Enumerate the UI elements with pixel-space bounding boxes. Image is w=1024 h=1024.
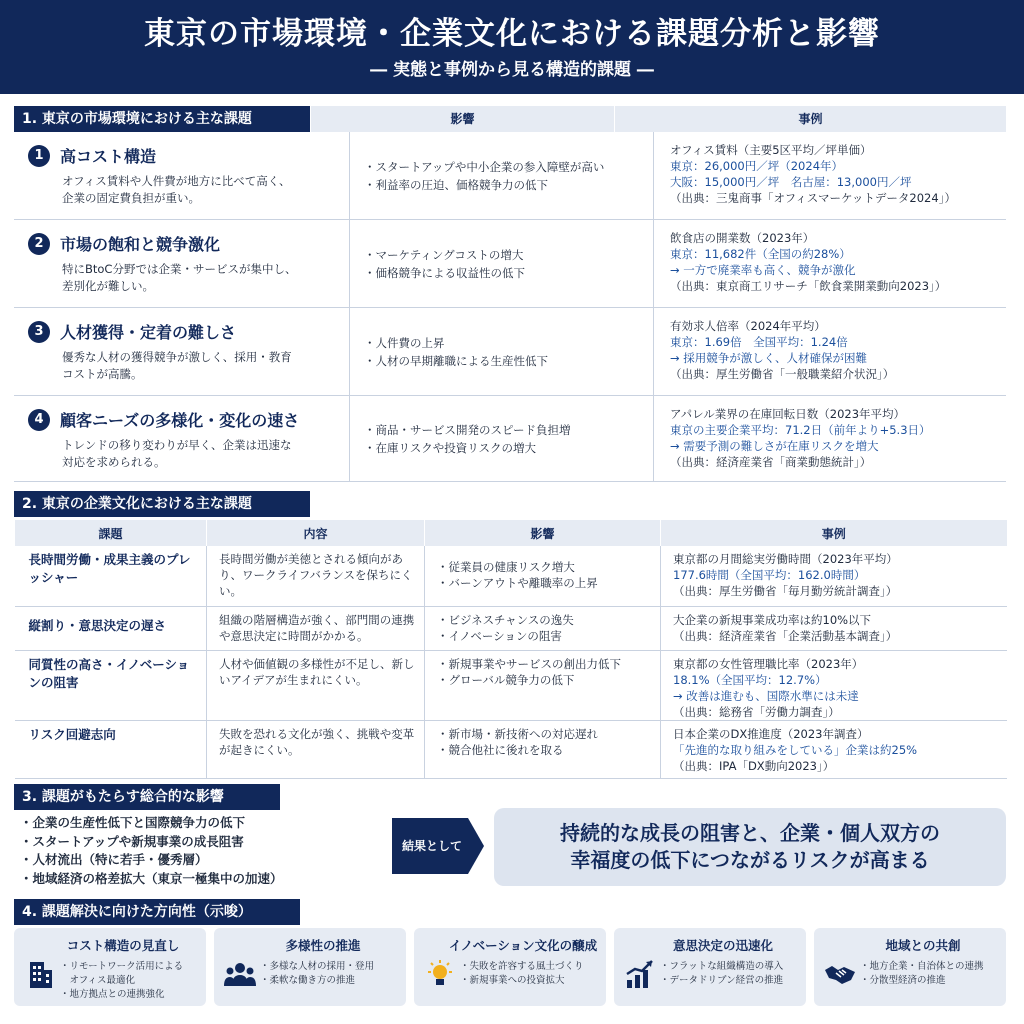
issue-row	[14, 308, 1006, 396]
example-line: → 採用競争が激しく、人材確保が困難	[670, 351, 868, 365]
example-line: 東京都の女性管理職比率（2023年）	[673, 656, 864, 671]
task-cell: 縦割り・意思決定の遅さ	[15, 606, 207, 650]
card-list	[460, 960, 602, 988]
impact-cell	[425, 546, 661, 606]
example-line: 東京：1.69倍 全国平均：1.24倍	[670, 335, 848, 349]
example-cell	[661, 720, 1007, 778]
issue-description-line: オフィス賃料や人件費が地方に比べて高く、	[62, 174, 291, 188]
example-line: 東京の主要企業平均：71.2日（前年より+5.3日）	[670, 423, 931, 437]
impact-cell	[425, 606, 661, 650]
task-cell: 長時間労働・成果主義のプレッシャー	[15, 546, 207, 606]
list-item: ・データドリブン経営の推進	[660, 975, 784, 986]
example-source: （出典：厚生労働省「一般職業紹介状況」）	[670, 367, 895, 381]
issue-number-badge: 2	[28, 233, 50, 255]
example-cell	[654, 220, 1006, 307]
example-line: 大企業の新規事業成功率は約10%以下	[673, 612, 872, 627]
section1-header-row	[310, 106, 1006, 132]
issue-row	[14, 396, 1006, 482]
impact-cell	[350, 396, 654, 481]
issue-description-line: トレンドの移り変わりが早く、企業は迅速な	[62, 438, 292, 452]
impact-item: ・競合他社に後れを取る	[437, 742, 564, 757]
card-list	[60, 960, 202, 1002]
issue-description-line: 企業の固定費負担が重い。	[62, 191, 200, 205]
example-line: 「先進的な取り組みをしている」企業は約25%	[673, 742, 918, 757]
section2-title: 2. 東京の企業文化における主な課題	[14, 491, 310, 517]
list-item: ・フラットな組織構造の導入	[660, 961, 784, 972]
example-line: 有効求人倍率（2024年平均）	[670, 319, 826, 333]
solution-card-region	[814, 928, 1006, 1006]
section4-title: 4. 課題解決に向けた方向性（示唆）	[14, 899, 300, 925]
lightbulb-icon	[424, 958, 456, 990]
issue-description-line: コストが高騰。	[62, 367, 143, 381]
issue-cell	[14, 220, 350, 307]
card-list	[660, 960, 802, 988]
issue-cell	[14, 132, 350, 219]
list-item: ・地域経済の格差拡大（東京一極集中の加速）	[20, 870, 283, 886]
table-row	[15, 650, 1007, 720]
example-source: （出典：東京商工リサーチ「飲食業開業動向2023」）	[670, 279, 947, 293]
list-item: ・スタートアップや新規事業の成長阻害	[20, 833, 244, 849]
example-source: （出典：厚生労働省「毎月勤労統計調査」）	[673, 584, 898, 598]
example-cell	[654, 308, 1006, 395]
issue-description	[62, 173, 341, 207]
impact-item: ・従業員の健康リスク増大	[437, 560, 575, 574]
impact-cell	[350, 220, 654, 307]
page-header	[0, 0, 1024, 94]
example-cell	[661, 606, 1007, 650]
impact-item: ・価格競争による収益性の低下	[364, 265, 525, 280]
column-header-task: 課題	[15, 520, 207, 546]
list-item: ・地方拠点との連携強化	[60, 989, 165, 1000]
card-list	[860, 960, 1002, 988]
list-item: ・リモートワーク活用による	[60, 961, 184, 972]
task-cell: リスク回避志向	[15, 720, 207, 778]
impact-item: ・スタートアップや中小企業の参入障壁が高い	[364, 159, 605, 174]
issue-description	[62, 349, 341, 383]
issue-cell	[14, 396, 350, 481]
example-source: （出典：総務省「労働力調査」）	[673, 704, 840, 719]
page-title: 東京の市場環境・企業文化における課題分析と影響	[144, 16, 880, 52]
issue-description	[62, 261, 341, 295]
solution-card-decision	[614, 928, 806, 1006]
overall-impact-list	[20, 814, 400, 888]
conclusion-line: 持続的な成長の阻害と、企業・個人双方の	[560, 821, 940, 845]
table-row	[15, 720, 1007, 778]
issue-description-line: 特にBtoC分野では企業・サービスが集中し、	[62, 262, 297, 276]
conclusion-box	[494, 808, 1006, 886]
impact-item: ・ビジネスチャンスの逸失	[437, 612, 574, 627]
section1-title: 1. 東京の市場環境における主な課題	[14, 106, 310, 132]
example-source: （出典：経済産業省「企業活動基本調査」）	[673, 628, 898, 643]
impact-item: ・イノベーションの阻害	[437, 628, 562, 643]
impact-item: ・新規事業やサービスの創出力低下	[437, 656, 621, 671]
people-icon	[224, 958, 256, 990]
page-subtitle: ― 実態と事例から見る構造的課題 ―	[370, 60, 654, 80]
example-line: オフィス賃料（主要5区平均／坪単価）	[670, 143, 872, 157]
issue-number-badge: 4	[28, 409, 50, 431]
example-line: 飲食店の開業数（2023年）	[670, 231, 815, 245]
impact-item: ・商品・サービス開発のスピード負担増	[364, 422, 571, 437]
issue-description-line: 差別化が難しい。	[62, 279, 154, 293]
column-header-example: 事例	[614, 106, 1006, 132]
impact-item: ・人材の早期離職による生産性低下	[364, 353, 548, 368]
issue-title: 市場の飽和と競争激化	[60, 235, 221, 254]
list-item: ・失敗を許容する風土づくり	[460, 961, 584, 972]
impact-item: ・新市場・新技術への対応遅れ	[437, 726, 598, 741]
card-title: 意思決定の迅速化	[672, 938, 773, 953]
example-cell	[654, 132, 1006, 219]
list-item: オフィス最適化	[60, 975, 135, 986]
section1-issue-list	[14, 132, 1006, 482]
example-cell	[654, 396, 1006, 481]
table-row	[15, 546, 1007, 606]
table-row	[15, 606, 1007, 650]
issue-description	[62, 437, 341, 471]
impact-cell	[425, 720, 661, 778]
handshake-icon	[824, 958, 856, 990]
section3-title: 3. 課題がもたらす総合的な影響	[14, 784, 280, 810]
impact-item: ・バーンアウトや離職率の上昇	[437, 576, 598, 590]
building-icon	[24, 958, 56, 990]
list-item: ・新規事業への投資拡大	[460, 975, 565, 986]
list-item: ・多様な人材の採用・登用	[260, 961, 375, 972]
issue-number-badge: 1	[28, 145, 50, 167]
impact-item: ・マーケティングコストの増大	[364, 247, 524, 262]
solution-cards	[14, 928, 1006, 1006]
column-header-content: 内容	[207, 520, 425, 546]
impact-item: ・人件費の上昇	[364, 335, 445, 350]
example-line: 18.1%（全国平均：12.7%）	[673, 672, 827, 687]
result-arrow	[392, 818, 484, 874]
impact-item: ・利益率の圧迫、価格競争力の低下	[364, 177, 548, 192]
example-cell	[661, 546, 1007, 606]
issue-cell	[14, 308, 350, 395]
impact-cell	[350, 132, 654, 219]
list-item: ・人材流出（特に若手・優秀層）	[20, 852, 208, 867]
impact-cell	[350, 308, 654, 395]
result-arrow-label: 結果として	[401, 839, 462, 853]
issue-description-line: 対応を求められる。	[62, 455, 166, 469]
example-line: → 改善は進むも、国際水準には未達	[673, 688, 859, 703]
solution-card-cost	[14, 928, 206, 1006]
card-title: コスト構造の見直し	[66, 938, 180, 953]
example-source: （出典：経済産業省「商業動態統計」）	[670, 455, 872, 469]
example-line: 大阪：15,000円／坪 名古屋：13,000円／坪	[670, 175, 912, 189]
list-item: ・地方企業・自治体との連携	[860, 961, 984, 972]
column-header-example: 事例	[661, 520, 1007, 546]
column-header-impact: 影響	[425, 520, 661, 546]
content-cell: 人材や価値観の多様性が不足し、新しいアイデアが生まれにくい。	[207, 650, 425, 720]
list-item: ・分散型経済の推進	[860, 975, 946, 986]
example-line: アパレル業界の在庫回転日数（2023年平均）	[670, 407, 906, 421]
content-cell: 失敗を恐れる文化が強く、挑戦や変革が起きにくい。	[207, 720, 425, 778]
example-line: → 一方で廃業率も高く、競争が激化	[670, 263, 856, 277]
solution-card-diversity	[214, 928, 406, 1006]
example-line: 177.6時間（全国平均：162.0時間）	[673, 568, 866, 582]
table-header-row	[15, 520, 1007, 546]
issue-title: 人材獲得・定着の難しさ	[60, 323, 237, 342]
card-list	[260, 960, 402, 988]
card-title: 地域との共創	[885, 938, 961, 953]
example-line: → 需要予測の難しさが在庫リスクを増大	[670, 439, 879, 453]
issue-description-line: 優秀な人材の獲得競争が激しく、採用・教育	[62, 350, 292, 364]
card-title: 多様性の推進	[285, 938, 361, 953]
impact-item: ・在庫リスクや投資リスクの増大	[364, 440, 537, 455]
impact-item: ・グローバル競争力の低下	[437, 672, 575, 687]
culture-issues-table	[14, 520, 1007, 779]
conclusion-line: 幸福度の低下につながるリスクが高まる	[570, 848, 930, 872]
impact-cell	[425, 650, 661, 720]
issue-number-badge: 3	[28, 321, 50, 343]
issue-title: 高コスト構造	[60, 147, 157, 166]
card-title: イノベーション文化の醸成	[448, 938, 598, 953]
task-cell: 同質性の高さ・イノベーションの阻害	[15, 650, 207, 720]
example-line: 日本企業のDX推進度（2023年調査）	[673, 726, 869, 741]
issue-row	[14, 220, 1006, 308]
example-line: 東京：26,000円／坪（2024年）	[670, 159, 844, 173]
list-item: ・柔軟な働き方の推進	[260, 975, 356, 986]
growth-chart-icon	[624, 958, 656, 990]
solution-card-innovation	[414, 928, 606, 1006]
issue-title: 顧客ニーズの多様化・変化の速さ	[60, 411, 300, 430]
content-cell: 組織の階層構造が強く、部門間の連携や意思決定に時間がかかる。	[207, 606, 425, 650]
example-cell	[661, 650, 1007, 720]
example-line: 東京都の月間総実労働時間（2023年平均）	[673, 552, 898, 566]
list-item: ・企業の生産性低下と国際競争力の低下	[20, 815, 246, 830]
example-source: （出典：IPA「DX動向2023」）	[673, 758, 835, 773]
column-header-impact: 影響	[310, 106, 614, 132]
issue-row	[14, 132, 1006, 220]
content-cell: 長時間労働が美徳とされる傾向があり、ワークライフバランスを保ちにくい。	[207, 546, 425, 606]
example-source: （出典：三鬼商事「オフィスマーケットデータ2024」）	[670, 191, 956, 205]
example-line: 東京：11,682件（全国の約28%）	[670, 247, 851, 261]
